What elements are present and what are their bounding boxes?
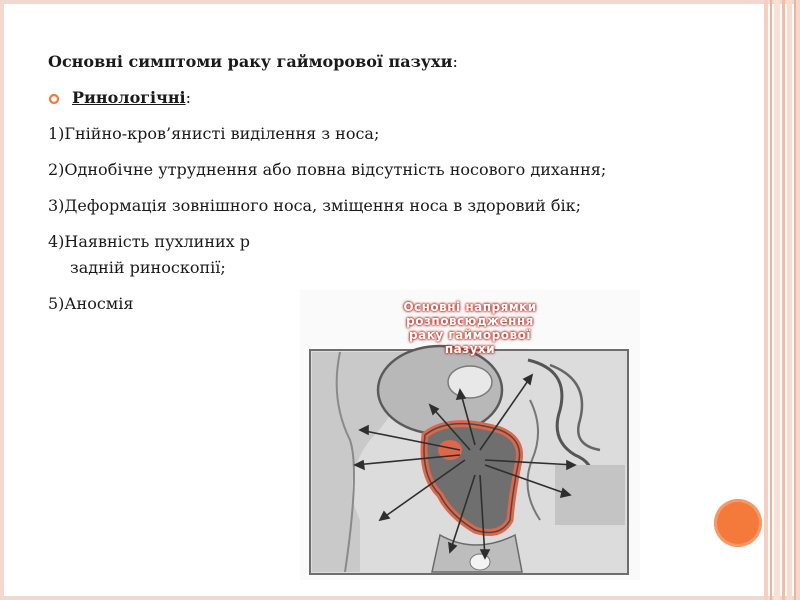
decorative-stripes bbox=[764, 0, 800, 600]
symptom-item-5: 5)Аносмія bbox=[48, 294, 134, 313]
caption-line-1: Основні напрямки bbox=[403, 300, 537, 314]
bullet-rhinological bbox=[48, 85, 688, 111]
heading-text: Основні симптоми раку гайморової пазухи bbox=[48, 52, 453, 71]
bullet-suffix: : bbox=[185, 88, 192, 107]
symptom-item-2: 2)Однобічне утруднення або повна відсутність носового дихання; bbox=[48, 160, 607, 179]
orange-circle-decoration bbox=[714, 499, 762, 547]
sinus-diagram bbox=[300, 290, 640, 580]
heading-suffix: : bbox=[452, 52, 458, 71]
caption-line-3: раку гайморової bbox=[409, 328, 531, 342]
symptom-item-4-end: задній риноскопії; bbox=[70, 258, 226, 277]
slide-heading bbox=[48, 48, 688, 76]
symptom-item-3: 3)Деформація зовнішного носа, зміщення носа в здоровий бік; bbox=[48, 196, 582, 215]
symptom-item-4 bbox=[48, 229, 688, 281]
caption-line-2: розповсюдження bbox=[406, 314, 534, 328]
caption-line-4: пазухи bbox=[444, 342, 496, 356]
bullet-label: Ринологічні bbox=[72, 88, 186, 107]
slide-content bbox=[48, 48, 688, 317]
symptom-item-4-start: 4)Наявність пухлиних р bbox=[48, 232, 251, 251]
bullet-ring-icon bbox=[48, 93, 60, 105]
symptom-item-1: 1)Гнійно-кров’янисті виділення з носа; bbox=[48, 124, 380, 143]
